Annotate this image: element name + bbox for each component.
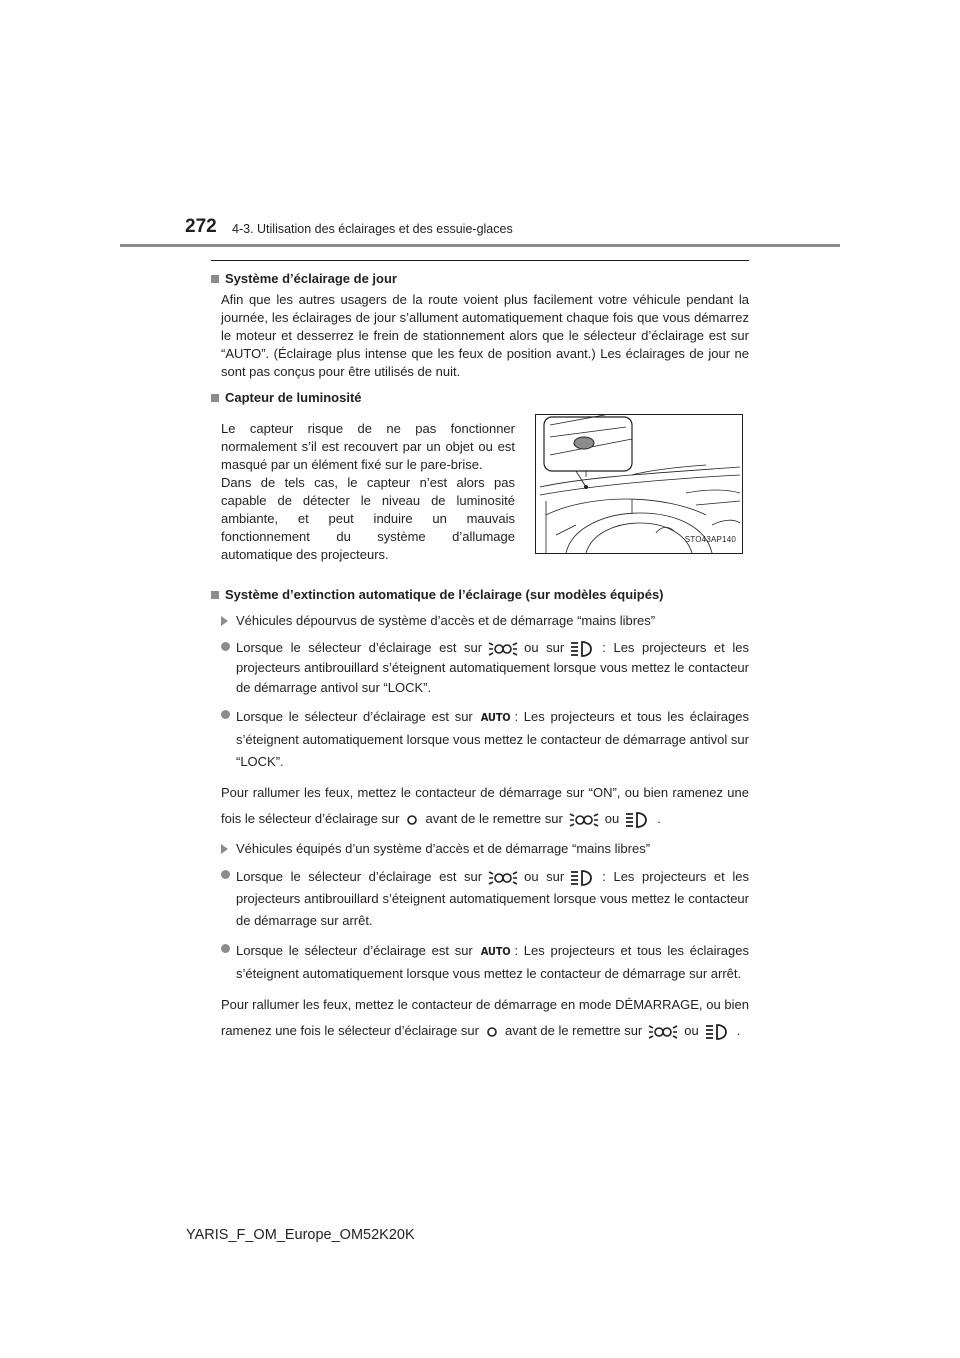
sensor-text [221, 410, 515, 564]
square-bullet-icon [211, 591, 219, 599]
square-bullet-icon [211, 275, 219, 283]
text: Pour rallumer les feux, mettez le contacteur de démarrage en mode DÉMARRAGE, ou bien ramenez une fois le sélecteur d’éclairage sur [221, 997, 749, 1038]
text: Lorsque le sélecteur d’éclairage est sur [236, 869, 483, 884]
position-lights-icon [648, 1023, 678, 1041]
page-number: 272 [185, 216, 217, 237]
headlights-icon [570, 869, 596, 887]
round-bullet-icon [221, 642, 230, 651]
auto-icon: AUTO [480, 945, 511, 958]
position-lights-icon [488, 869, 518, 887]
group2-title-text: Véhicules équipés d’un système d’accès et de démarrage “mains libres” [236, 841, 651, 856]
text: : Les projecteurs et tous les éclairages s’éteignent automatiquement lorsque vous mettez le contacteur de démarrage sur arrêt. [236, 943, 749, 981]
text: ou sur [524, 869, 565, 884]
auto-icon: AUTO [480, 711, 511, 724]
group1-title [211, 612, 749, 630]
text: ou [604, 811, 620, 826]
round-bullet-icon [221, 944, 230, 953]
text: Lorsque le sélecteur d’éclairage est sur [236, 943, 473, 958]
group1-title-text: Véhicules dépourvus de système d’accès et de démarrage “mains libres” [236, 613, 656, 628]
sensor-section [211, 410, 749, 564]
text: ou [684, 1023, 699, 1038]
figure-code: STO43AP140 [684, 535, 736, 544]
sensor-heading [211, 389, 749, 407]
round-bullet-icon [221, 870, 230, 879]
text: . [657, 811, 661, 826]
off-icon [485, 1025, 499, 1039]
text: : Les projecteurs et tous les éclairages s’éteignent automatiquement lorsque vous mettez le contacteur de démarrage antivol sur “LOCK”. [236, 709, 749, 769]
auto-off-heading-text: Système d’extinction automatique de l’éclairage (sur modèles équipés) [225, 587, 664, 602]
sensor-illustration [535, 414, 743, 554]
off-icon [405, 813, 419, 827]
sensor-heading-text: Capteur de luminosité [225, 390, 362, 405]
headlights-icon [705, 1023, 731, 1041]
text: : Les projecteurs et les projecteurs antibrouillard s’éteignent automatiquement lorsque vous mettez le contacteur de démarrage sur arrêt. [236, 869, 749, 928]
triangle-bullet-icon [221, 616, 228, 626]
daylight-heading [211, 270, 749, 288]
group2-title [211, 840, 749, 858]
group1-note [211, 780, 749, 832]
daylight-heading-text: Système d’éclairage de jour [225, 271, 397, 286]
text: Pour rallumer les feux, mettez le contacteur de démarrage sur “ON”, ou bien ramenez une fois le sélecteur d’éclairage sur [221, 785, 749, 826]
auto-off-heading [211, 586, 749, 604]
round-bullet-icon [221, 710, 230, 719]
text: avant de le remettre sur [504, 1023, 643, 1038]
sensor-text-2: Dans de tels cas, le capteur n’est alors pas capable de détecter le niveau de luminosité ambiante, et peut induire un mauvais fonctionnement du système d’allumage automatique des projecteurs. [221, 475, 515, 562]
position-lights-icon [569, 811, 599, 829]
headlights-icon [625, 811, 651, 829]
footer-code: YARIS_F_OM_Europe_OM52K20K [186, 1227, 415, 1243]
group2-bullet-2 [211, 940, 749, 985]
group1-bullet-1 [211, 638, 749, 698]
header-rule [120, 244, 840, 247]
group1-bullet-2 [211, 706, 749, 773]
section-rule [211, 260, 749, 261]
text: . [736, 1023, 741, 1038]
group2-note [211, 992, 749, 1044]
triangle-bullet-icon [221, 844, 228, 854]
section-header: 4-3. Utilisation des éclairages et des essuie-glaces [232, 222, 513, 236]
headlights-icon [570, 640, 596, 658]
page-content [211, 264, 749, 1044]
sensor-text-1: Le capteur risque de ne pas fonctionner normalement s’il est recouvert par un objet ou est masqué par un élément fixé sur le pare-brise. [221, 421, 515, 472]
square-bullet-icon [211, 394, 219, 402]
text: Lorsque le sélecteur d’éclairage est sur [236, 709, 473, 724]
group2-bullet-1 [211, 866, 749, 932]
text: avant de le remettre sur [425, 811, 563, 826]
daylight-text: Afin que les autres usagers de la route voient plus facilement votre véhicule pendant la journée, les éclairages de jour s’allument automatiquement chaque fois que vous démarrez le moteur et desserrez le frein de stationnement alors que le sélecteur d’éclairage est sur “AUTO”. (Éclairage plus intense que les feux de position avant.) Les éclairages de jour ne sont pas conçus pour être utilisés de nuit. [221, 292, 749, 379]
text: Lorsque le sélecteur d’éclairage est sur [236, 640, 483, 655]
text: ou sur [524, 640, 565, 655]
position-lights-icon [488, 640, 518, 658]
text: : Les projecteurs et les projecteurs antibrouillard s’éteignent automatiquement lorsque vous mettez le contacteur de démarrage antivol sur “LOCK”. [236, 640, 749, 695]
